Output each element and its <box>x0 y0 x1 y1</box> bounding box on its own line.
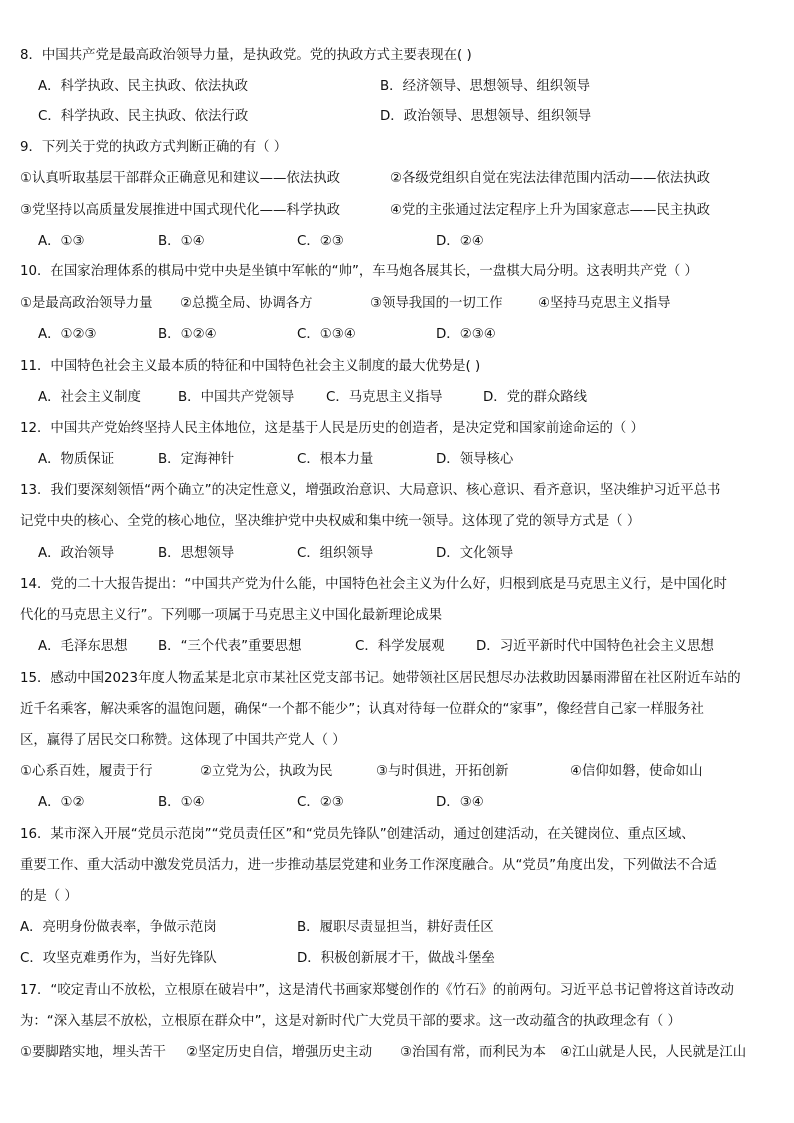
q10-statement-3: ③领导我国的一切工作 <box>370 296 503 311</box>
q12-option-d: D．领导核心 <box>436 452 514 467</box>
q10-statement-4: ④坚持马克思主义指导 <box>538 296 671 311</box>
q17-statement-3: ③治国有常，而利民为本 <box>400 1045 546 1060</box>
q8-option-d: D．政治领导、思想领导、组织领导 <box>380 109 592 124</box>
q9-statement-4: ④党的主张通过法定程序上升为国家意志——民主执政 <box>390 203 710 218</box>
q8-stem: 8．中国共产党是最高政治领导力量，是执政党。党的执政方式主要表现在( ) <box>20 48 472 63</box>
q15-option-c: C．②③ <box>297 795 344 810</box>
q16-option-d: D．积极创新展才干，做战斗堡垒 <box>297 951 495 966</box>
q14-option-b: B．“三个代表”重要思想 <box>158 639 302 654</box>
q8-option-b: B．经济领导、思想领导、组织领导 <box>380 79 591 94</box>
q14-stem-line-2: 代化的马克思主义行”。下列哪一项属于马克思主义中国化最新理论成果 <box>20 608 443 623</box>
q15-statement-3: ③与时俱进，开拓创新 <box>376 764 509 779</box>
q16-stem-line-2: 重要工作、重大活动中激发党员活力，进一步推动基层党建和业务工作深度融合。从“党员”角度出发，下列做法不合适 <box>20 858 717 873</box>
q16-option-a: A．亮明身份做表率，争做示范岗 <box>20 920 217 935</box>
q8-option-c: C．科学执政、民主执政、依法行政 <box>38 109 249 124</box>
q13-option-a: A．政治领导 <box>38 546 115 561</box>
q15-stem-line-2: 近千名乘客，解决乘客的温饱问题，确保“一个都不能少”；认真对待每一位群众的“家事”，像经营自己家一样服务社 <box>20 702 704 717</box>
q12-option-a: A．物质保证 <box>38 452 115 467</box>
q9-option-c: C．②③ <box>297 234 344 249</box>
q13-option-c: C．组织领导 <box>297 546 374 561</box>
q17-statement-4: ④江山就是人民，人民就是江山 <box>560 1045 747 1060</box>
q14-option-c: C．科学发展观 <box>355 639 445 654</box>
q12-stem: 12．中国共产党始终坚持人民主体地位，这是基于人民是历史的创造者，是决定党和国家前途命运的（ ） <box>20 421 644 436</box>
q9-statement-1: ①认真听取基层干部群众正确意见和建议——依法执政 <box>20 171 340 186</box>
q17-stem-line-1: 17．“咬定青山不放松，立根原在破岩中”，这是清代书画家郑燮创作的《竹石》的前两句。习近平总书记曾将这首诗改动 <box>20 983 734 998</box>
q17-statement-2: ②坚定历史自信，增强历史主动 <box>186 1045 373 1060</box>
q15-option-b: B．①④ <box>158 795 205 810</box>
q11-option-c: C．马克思主义指导 <box>326 390 443 405</box>
q13-stem-line-1: 13．我们要深刻领悟“两个确立”的决定性意义，增强政治意识、大局意识、核心意识、看齐意识，坚决维护习近平总书 <box>20 483 721 498</box>
q9-option-b: B．①④ <box>158 234 205 249</box>
q12-option-c: C．根本力量 <box>297 452 374 467</box>
q9-option-a: A．①③ <box>38 234 85 249</box>
q15-option-d: D．③④ <box>436 795 484 810</box>
q15-statement-4: ④信仰如磐，使命如山 <box>570 764 703 779</box>
q10-stem: 10．在国家治理体系的棋局中党中央是坐镇中军帐的“帅”，车马炮各展其长，一盘棋大局分明。这表明共产党（ ） <box>20 264 698 279</box>
q8-option-a: A．科学执政、民主执政、依法执政 <box>38 79 249 94</box>
q11-option-d: D．党的群众路线 <box>483 390 588 405</box>
q15-stem-line-1: 15．感动中国2023年度人物孟某是北京市某社区党支部书记。她带领社区居民想尽办法救助因暴雨滞留在社区附近车站的 <box>20 671 741 686</box>
q12-option-b: B．定海神针 <box>158 452 235 467</box>
q10-option-a: A．①②③ <box>38 327 97 342</box>
q10-option-b: B．①②④ <box>158 327 217 342</box>
q9-statement-3: ③党坚持以高质量发展推进中国式现代化——科学执政 <box>20 203 340 218</box>
q16-option-b: B．履职尽责显担当，耕好责任区 <box>297 920 494 935</box>
q10-statement-2: ②总揽全局、协调各方 <box>180 296 313 311</box>
q11-stem: 11．中国特色社会主义最本质的特征和中国特色社会主义制度的最大优势是( ) <box>20 359 481 374</box>
q15-statement-2: ②立党为公，执政为民 <box>200 764 333 779</box>
q10-statement-1: ①是最高政治领导力量 <box>20 296 153 311</box>
q14-stem-line-1: 14．党的二十大报告提出：“中国共产党为什么能，中国特色社会主义为什么好，归根到底是马克思主义行，是中国化时 <box>20 577 727 592</box>
q10-option-c: C．①③④ <box>297 327 356 342</box>
q17-statement-1: ①要脚踏实地，埋头苦干 <box>20 1045 166 1060</box>
q13-option-b: B．思想领导 <box>158 546 235 561</box>
q10-option-d: D．②③④ <box>436 327 496 342</box>
q14-option-d: D．习近平新时代中国特色社会主义思想 <box>476 639 714 654</box>
q9-stem: 9．下列关于党的执政方式判断正确的有（ ） <box>20 140 288 155</box>
q16-option-c: C．攻坚克难勇作为，当好先锋队 <box>20 951 217 966</box>
q14-option-a: A．毛泽东思想 <box>38 639 128 654</box>
q11-option-b: B．中国共产党领导 <box>178 390 295 405</box>
q16-stem-line-1: 16．某市深入开展“党员示范岗”“党员责任区”和“党员先锋队”创建活动，通过创建活动，在关键岗位、重点区域、 <box>20 827 695 842</box>
q15-option-a: A．①② <box>38 795 85 810</box>
q9-statement-2: ②各级党组织自觉在宪法法律范围内活动——依法执政 <box>390 171 710 186</box>
q16-stem-line-3: 的是（ ） <box>20 889 78 904</box>
q9-option-d: D．②④ <box>436 234 484 249</box>
q15-statement-1: ①心系百姓，履责于行 <box>20 764 153 779</box>
q13-option-d: D．文化领导 <box>436 546 514 561</box>
q17-stem-line-2: 为：“深入基层不放松，立根原在群众中”，这是对新时代广大党员干部的要求。这一改动蕴含的执政理念有（ ） <box>20 1014 681 1029</box>
q13-stem-line-2: 记党中央的核心、全党的核心地位，坚决维护党中央权威和集中统一领导。这体现了党的领导方式是（ ） <box>20 514 641 529</box>
q15-stem-line-3: 区，赢得了居民交口称赞。这体现了中国共产党人（ ） <box>20 733 346 748</box>
q11-option-a: A．社会主义制度 <box>38 390 141 405</box>
